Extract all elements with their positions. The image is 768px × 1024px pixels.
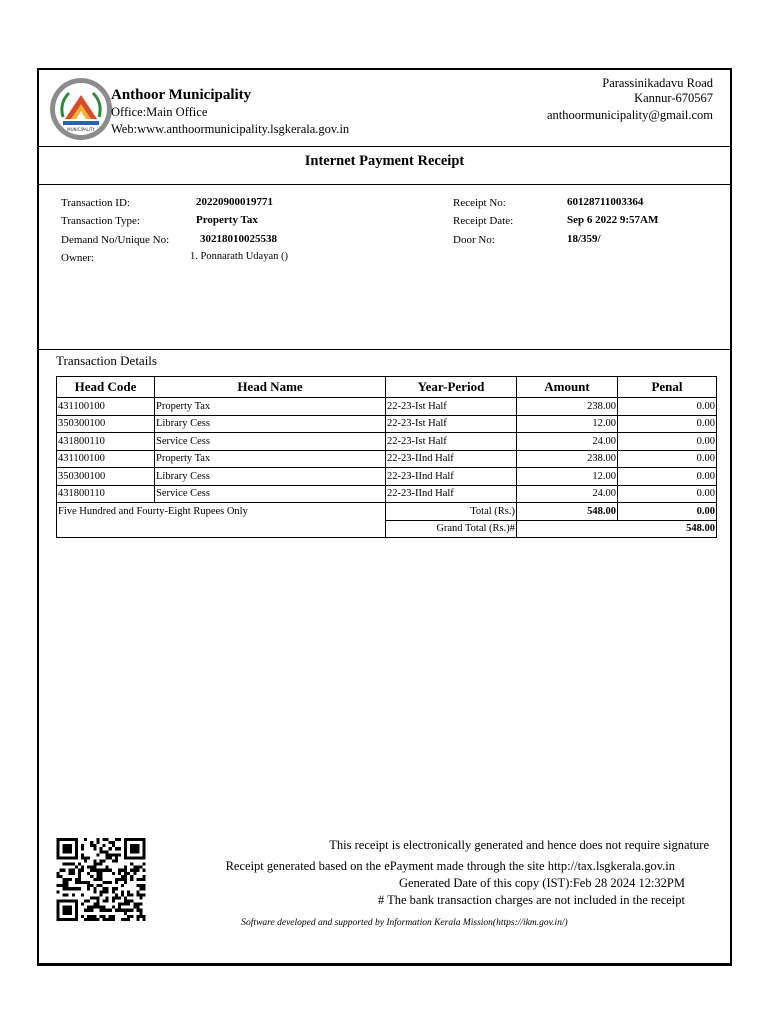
penal-cell: 0.00 <box>618 450 717 468</box>
penal-cell: 0.00 <box>618 415 717 433</box>
door-no: 18/359/ <box>567 233 601 245</box>
period-cell: 22-23-IInd Half <box>386 450 517 468</box>
owner-name: 1. Ponnarath Udayan () <box>190 251 288 262</box>
head-name-cell: Property Tax <box>155 450 386 468</box>
website: Web:www.anthoormunicipality.lsgkerala.gov.in <box>111 122 350 136</box>
demand-no-label: Demand No/Unique No: <box>61 234 170 246</box>
head-code-cell: 431100100 <box>57 398 155 416</box>
transaction-table <box>56 376 717 538</box>
col-amount: Amount <box>517 377 618 398</box>
penal-cell: 0.00 <box>618 485 717 503</box>
amount-cell: 24.00 <box>517 485 618 503</box>
email: anthoormunicipality@gmail.com <box>547 108 713 122</box>
head-code-cell: 350300100 <box>57 468 155 486</box>
receipt-title: Internet Payment Receipt <box>304 153 465 169</box>
generated-date: Generated Date of this copy (IST):Feb 28 2024 12:32PM <box>398 876 685 890</box>
total-penal: 0.00 <box>618 503 717 521</box>
col-year-period: Year-Period <box>386 377 517 398</box>
transaction-type-label: Transaction Type: <box>61 215 140 227</box>
divider <box>39 146 730 147</box>
period-cell: 22-23-Ist Half <box>386 398 517 416</box>
municipality-emblem-icon <box>49 77 113 141</box>
head-code-cell: 431800110 <box>57 485 155 503</box>
office-name: Office:Main Office <box>111 105 208 119</box>
table-row <box>57 398 717 416</box>
software-credit: Software developed and supported by Information Kerala Mission(https://ikm.gov.in/) <box>241 918 568 928</box>
col-penal: Penal <box>618 377 717 398</box>
receipt-no-label: Receipt No: <box>453 197 506 209</box>
signature-note: This receipt is electronically generated and hence does not require signature <box>329 838 709 852</box>
receipt-no: 60128711003364 <box>567 196 644 208</box>
period-cell: 22-23-IInd Half <box>386 485 517 503</box>
amount-in-words: Five Hundred and Fourty-Eight Rupees Only <box>57 503 386 521</box>
transaction-details-title: Transaction Details <box>56 353 157 368</box>
head-code-cell: 350300100 <box>57 415 155 433</box>
total-label: Total (Rs.) <box>386 503 517 521</box>
grand-total-label: Grand Total (Rs.)# <box>386 520 517 538</box>
col-head-code: Head Code <box>57 377 155 398</box>
grand-total: 548.00 <box>517 520 717 538</box>
transaction-type: Property Tax <box>196 214 258 226</box>
period-cell: 22-23-IInd Half <box>386 468 517 486</box>
head-name-cell: Library Cess <box>155 468 386 486</box>
penal-cell: 0.00 <box>618 398 717 416</box>
amount-cell: 238.00 <box>517 450 618 468</box>
table-row <box>57 433 717 451</box>
qr-code-icon <box>56 838 146 921</box>
receipt-date-label: Receipt Date: <box>453 215 514 227</box>
total-amount: 548.00 <box>517 503 618 521</box>
bank-charges-note: # The bank transaction charges are not included in the receipt <box>377 893 685 907</box>
period-cell: 22-23-Ist Half <box>386 433 517 451</box>
transaction-id-label: Transaction ID: <box>61 197 130 209</box>
head-name-cell: Service Cess <box>155 433 386 451</box>
amount-cell: 238.00 <box>517 398 618 416</box>
col-head-name: Head Name <box>155 377 386 398</box>
head-code-cell: 431800110 <box>57 433 155 451</box>
table-row <box>57 485 717 503</box>
head-name-cell: Library Cess <box>155 415 386 433</box>
divider <box>39 349 730 350</box>
period-cell: 22-23-Ist Half <box>386 415 517 433</box>
logo-text: MUNICIPALITY <box>67 127 95 132</box>
empty-cell <box>57 520 386 538</box>
address-line1: Parassinikadavu Road <box>602 76 713 90</box>
amount-cell: 12.00 <box>517 468 618 486</box>
total-row <box>57 503 717 521</box>
amount-cell: 24.00 <box>517 433 618 451</box>
head-code-cell: 431100100 <box>57 450 155 468</box>
receipt <box>37 68 732 966</box>
penal-cell: 0.00 <box>618 433 717 451</box>
address-line2: Kannur-670567 <box>634 91 713 105</box>
table-row <box>57 450 717 468</box>
amount-cell: 12.00 <box>517 415 618 433</box>
table-row <box>57 468 717 486</box>
transaction-id: 20220900019771 <box>196 196 273 208</box>
penal-cell: 0.00 <box>618 468 717 486</box>
divider <box>39 184 730 185</box>
door-no-label: Door No: <box>453 234 495 246</box>
receipt-date: Sep 6 2022 9:57AM <box>567 214 659 226</box>
grand-total-row <box>57 520 717 538</box>
head-name-cell: Service Cess <box>155 485 386 503</box>
epayment-note: Receipt generated based on the ePayment made through the site http://tax.lsgkerala.gov.in <box>225 859 675 873</box>
municipality-name: Anthoor Municipality <box>111 87 252 103</box>
table-row <box>57 415 717 433</box>
owner-label: Owner: <box>61 252 94 264</box>
demand-no: 30218010025538 <box>200 233 277 245</box>
head-name-cell: Property Tax <box>155 398 386 416</box>
table-header-row <box>57 377 717 398</box>
